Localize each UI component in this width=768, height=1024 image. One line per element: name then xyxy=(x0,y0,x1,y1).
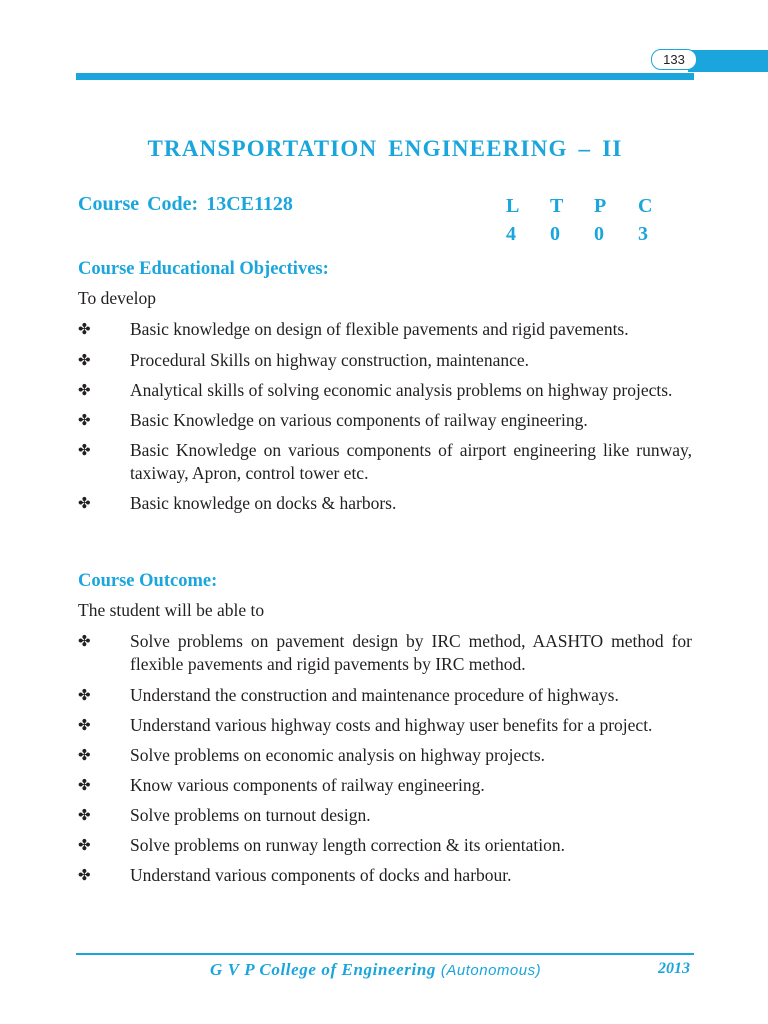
list-item: ✤ Solve problems on runway length correction & its orientation. xyxy=(78,835,565,855)
list-item: ✤ Solve problems on turnout design. xyxy=(78,805,371,825)
bullet-icon: ✤ xyxy=(78,351,91,369)
ltpc-header-l: L xyxy=(506,195,520,217)
ltpc-value-p: 0 xyxy=(594,223,604,245)
ltpc-value-t: 0 xyxy=(550,223,560,245)
bullet-icon: ✤ xyxy=(78,716,91,734)
footer-rule xyxy=(76,953,694,955)
outcomes-intro: The student will be able to xyxy=(78,600,265,620)
page-number: 133 xyxy=(651,49,697,70)
bullet-icon: ✤ xyxy=(78,686,91,704)
bullet-icon: ✤ xyxy=(78,411,91,429)
footer-year: 2013 xyxy=(658,960,690,977)
list-item: ✤ Understand the construction and maintenance procedure of highways. xyxy=(78,685,619,705)
bullet-icon: ✤ xyxy=(78,632,91,650)
bullet-icon: ✤ xyxy=(78,320,91,338)
list-item: ✤ Know various components of railway engineering. xyxy=(78,775,485,795)
bullet-icon: ✤ xyxy=(78,381,91,399)
list-item: ✤ Solve problems on economic analysis on highway projects. xyxy=(78,745,546,765)
header-rule xyxy=(76,73,694,80)
bullet-icon: ✤ xyxy=(78,494,91,512)
page-title: TRANSPORTATION ENGINEERING – II xyxy=(147,136,623,161)
list-item: ✤ Basic knowledge on design of flexible pavements and rigid pavements. xyxy=(78,319,629,339)
ltpc-header-t: T xyxy=(550,195,564,217)
bullet-icon: ✤ xyxy=(78,776,91,794)
outcomes-list xyxy=(78,630,692,887)
ltpc-table xyxy=(506,193,682,247)
list-item: ✤ Procedural Skills on highway construction, maintenance. xyxy=(78,350,530,370)
ltpc-header-p: P xyxy=(594,195,607,217)
bullet-icon: ✤ xyxy=(78,746,91,764)
outcomes-heading: Course Outcome: xyxy=(78,571,218,591)
objectives-heading: Course Educational Objectives: xyxy=(78,259,329,279)
footer-autonomous: (Autonomous) xyxy=(440,962,542,979)
ltpc-value-l: 4 xyxy=(506,223,516,245)
bullet-icon: ✤ xyxy=(78,836,91,854)
bullet-icon: ✤ xyxy=(78,806,91,824)
list-item: ✤ Understand various components of docks and harbour. xyxy=(78,865,512,885)
ltpc-value-c: 3 xyxy=(638,223,648,245)
bullet-icon: ✤ xyxy=(78,866,91,884)
college-name: G V P College of Engineering xyxy=(210,960,437,979)
list-item: ✤ Solve problems on pavement design by IRC method, AASHTO method for flexible pavements and rigid pavements by IRC method. xyxy=(78,631,692,674)
bullet-icon: ✤ xyxy=(78,441,91,459)
course-code: Course Code: 13CE1128 xyxy=(78,193,293,215)
footer-college xyxy=(210,960,541,980)
list-item: ✤ Analytical skills of solving economic analysis problems on highway projects. xyxy=(78,380,673,400)
list-item: ✤ Basic Knowledge on various components of railway engineering. xyxy=(78,410,588,430)
list-item: ✤ Understand various highway costs and highway user benefits for a project. xyxy=(78,715,653,735)
list-item: ✤ Basic knowledge on docks & harbors. xyxy=(78,493,397,513)
objectives-intro: To develop xyxy=(78,288,156,308)
ltpc-header-c: C xyxy=(638,195,653,217)
page-number-tab xyxy=(688,50,768,72)
list-item: ✤ Basic Knowledge on various components of airport engineering like runway, taxiway, Apron, control tower etc. xyxy=(78,440,692,483)
objectives-list xyxy=(78,318,692,515)
